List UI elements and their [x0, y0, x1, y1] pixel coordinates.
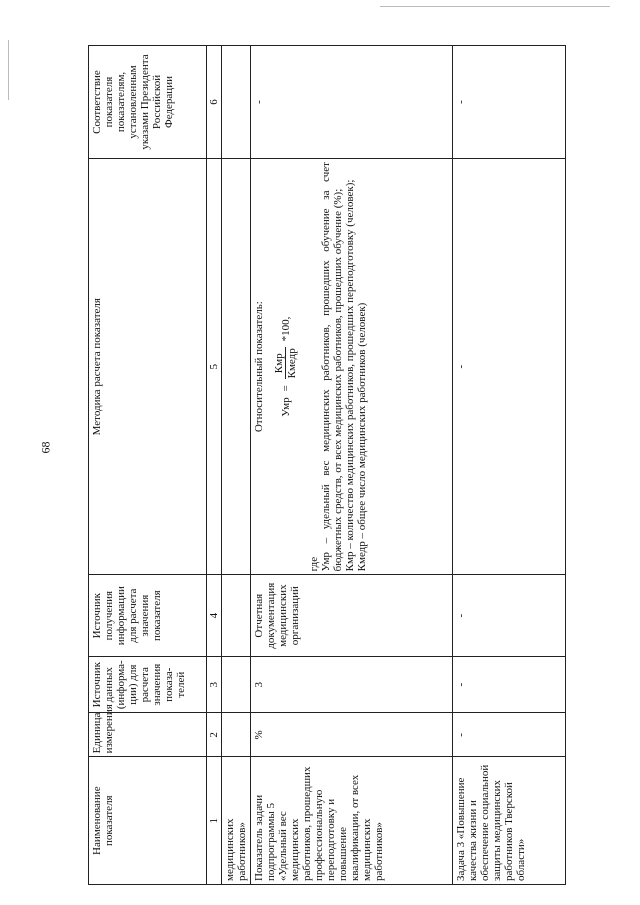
task-unit: -: [452, 713, 565, 757]
indicator-unit: %: [251, 713, 453, 757]
col-number: 1: [207, 757, 222, 885]
method-intro: Относительный показатель:: [253, 301, 265, 433]
header-unit: Единица измерения: [89, 713, 207, 757]
header-name: Наименование показателя: [89, 757, 207, 885]
indicator-table: [88, 45, 566, 885]
column-number-row: [207, 46, 222, 885]
table-header-row: [89, 46, 207, 885]
continuation-cell: медицинских работников»: [222, 757, 251, 885]
definition-kmp: Кмр – количество медицинских работников, прошедших переподготовку (человек);: [344, 179, 356, 572]
table-row: [452, 46, 565, 885]
where-label: где: [308, 556, 320, 572]
header-compliance: Соответствие показателя показателям, установленным указами Президента Российской Федерации: [89, 46, 207, 159]
formula-lhs: Умр: [279, 397, 292, 417]
indicator-info-source: Отчетная документация медицинских организаций: [251, 575, 453, 657]
col-number: 2: [207, 713, 222, 757]
page-number: 68: [38, 441, 53, 454]
indicator-method: [251, 159, 453, 575]
table-row: [222, 46, 251, 885]
col-number: 4: [207, 575, 222, 657]
task-data-source: -: [452, 656, 565, 712]
task-name: Задача 3 «Повышение качества жизни и обеспечение социальной защиты медицинских работников Тверской области»: [452, 757, 565, 885]
header-data-source: Источник данных (информа-ции) для расчета значения показа-телей: [89, 656, 207, 712]
definition-ump: Умр – удельный вес медицинских работников, прошедших обучение за счет бюджетных средств, от всех медицинских работников, прошедших обучение (%);: [320, 162, 344, 572]
table-row: [251, 46, 453, 885]
scan-artifact: [8, 40, 9, 100]
header-method: Методика расчета показателя: [89, 159, 207, 575]
indicator-data-source: 3: [251, 656, 453, 712]
indicator-compliance: -: [251, 46, 453, 159]
col-number: 3: [207, 656, 222, 712]
col-number: 6: [207, 46, 222, 159]
definition-kmedp: Кмедр – общее число медицинских работников (человек): [356, 302, 368, 572]
task-method: -: [452, 159, 565, 575]
formula-eq: =: [279, 385, 292, 392]
formula-fraction: [273, 347, 298, 379]
indicator-name: Показатель задачи подпрограммы 5 «Удельный вес медицинских работников, прошедших профессиональную переподготовку и повышение квалификации, от всех медицинских работников»: [251, 757, 453, 885]
rotated-table-sheet: [88, 45, 566, 885]
formula: [273, 162, 298, 571]
task-compliance: -: [452, 46, 565, 159]
task-info-source: -: [452, 575, 565, 657]
col-number: 5: [207, 159, 222, 575]
scan-artifact: [380, 6, 610, 7]
header-info-source: Источник получения информации для расчета значения показателя: [89, 575, 207, 657]
formula-multiplier: *100,: [279, 316, 292, 342]
formula-denominator: Кмедр: [286, 348, 298, 379]
formula-numerator: Кмр: [273, 347, 286, 379]
